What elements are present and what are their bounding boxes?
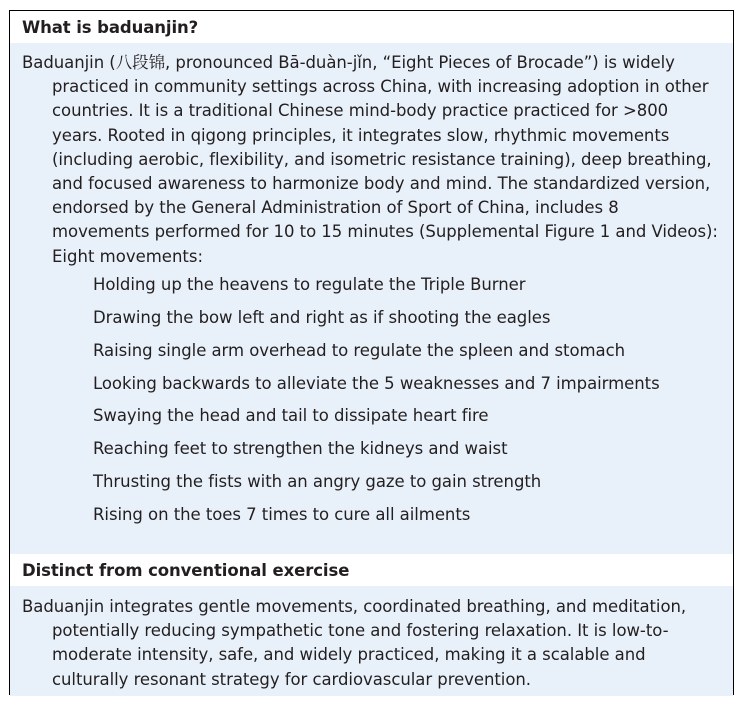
list-item: Drawing the bow left and right as if shooting the eagles xyxy=(93,307,551,327)
list-item: Reaching feet to strengthen the kidneys and waist xyxy=(93,439,508,459)
section-body-what-is-baduanjin xyxy=(10,43,733,554)
list-item: Rising on the toes 7 times to cure all ailments xyxy=(93,505,471,525)
intro-paragraph: Baduanjin (八段锦, pronounced Bā-duàn-jǐn, “Eight Pieces of Brocade”) is widely practiced in community settings across China, with increasing adoption in other countries. It is a traditional Chinese mind-body practice practiced for >800 years. Rooted in qigong principles, it integrates slow, rhythmic movements (including aerobic, flexibility, and isometric resistance training), deep breathing, and focused awareness to harmonize body and mind. The standardized version, endorsed by the General Administration of Sport of China, includes 8 movements performed for 10 to 15 minutes (Supplemental Figure 1 and Videos): xyxy=(22,53,718,242)
section-heading-what-is-baduanjin: What is baduanjin? xyxy=(10,11,733,43)
section-body-distinct xyxy=(10,586,733,696)
list-item: Raising single arm overhead to regulate the spleen and stomach xyxy=(93,340,626,360)
list-item: Holding up the heavens to regulate the Triple Burner xyxy=(93,274,526,294)
movements-list xyxy=(22,269,719,532)
list-item: Thrusting the fists with an angry gaze to gain strength xyxy=(93,472,542,492)
section-heading-distinct: Distinct from conventional exercise xyxy=(10,554,733,586)
info-box xyxy=(9,10,734,695)
distinct-paragraph: Baduanjin integrates gentle movements, coordinated breathing, and meditation, potentially reducing sympathetic tone and fostering relaxation. It is low-to-moderate intensity, safe, and widely practiced, making it a scalable and culturally resonant strategy for cardiovascular prevention. xyxy=(22,597,687,689)
list-item: Looking backwards to alleviate the 5 weaknesses and 7 impairments xyxy=(93,373,660,393)
movements-label: Eight movements: xyxy=(52,246,204,266)
list-item: Swaying the head and tail to dissipate heart fire xyxy=(93,406,489,426)
